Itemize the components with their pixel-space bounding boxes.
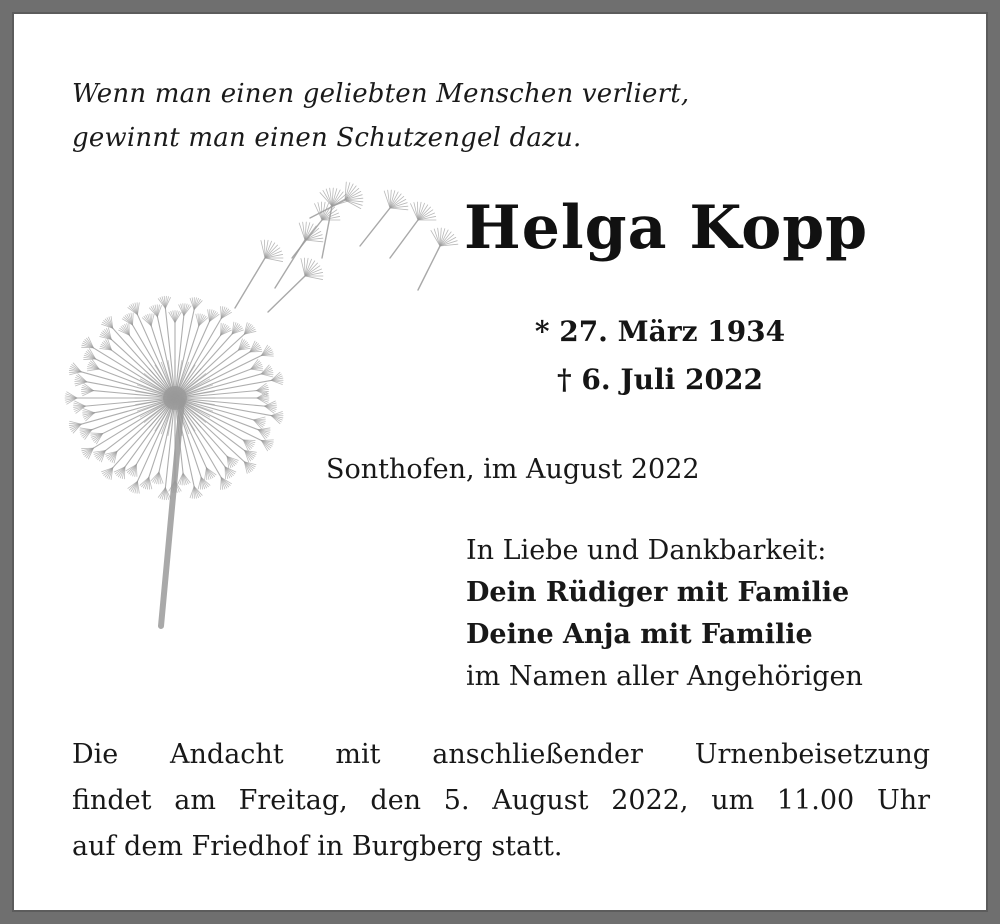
service-line-1: Die Andacht mit anschließender Urnenbeisetzung [72,739,930,770]
death-date: † 6. Juli 2022 [557,363,763,396]
service-line-2: findet am Freitag, den 5. August 2022, um 11.00 Uhr [72,785,930,816]
dandelion-icon [60,180,460,640]
motto-line-1: Wenn man einen geliebten Menschen verliert, [72,79,690,109]
life-dates [500,308,820,404]
place-and-date: Sonthofen, im August 2022 [326,454,700,485]
motto [72,72,689,160]
signature-intro: In Liebe und Dankbarkeit: [466,535,827,566]
signature-line-2: Deine Anja mit Familie [466,619,813,650]
signature-line-3: im Namen aller Angehörigen [466,661,863,692]
obituary-notice [20,20,980,904]
deceased-name: Helga Kopp [464,193,869,263]
mourners-signature [466,530,863,698]
signature-line-1: Dein Rüdiger mit Familie [466,577,850,608]
birth-date: * 27. März 1934 [534,315,786,348]
motto-line-2: gewinnt man einen Schutzengel dazu. [72,123,582,153]
funeral-service-info [72,732,930,870]
service-line-3: auf dem Friedhof in Burgberg statt. [72,831,563,862]
